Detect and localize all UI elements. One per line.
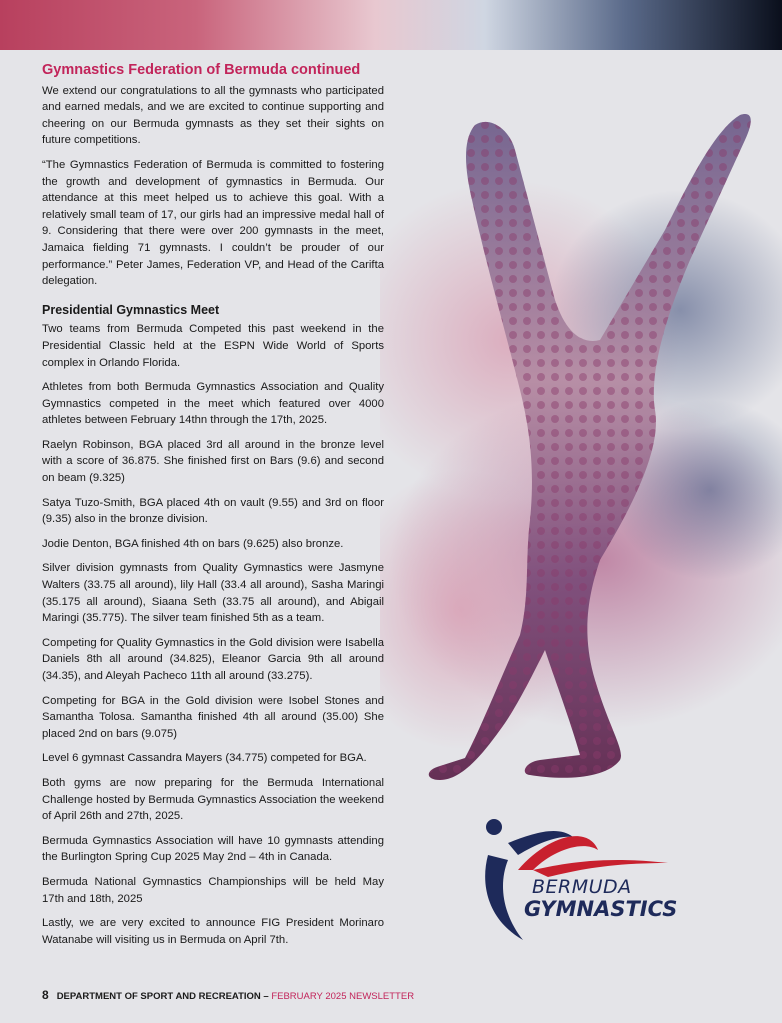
article-column: [42, 62, 384, 956]
footer-department: DEPARTMENT OF SPORT AND RECREATION: [56, 991, 261, 1002]
meet-paragraph: Lastly, we are very excited to announce FIG President Morinaro Watanabe will visiting us in Bermuda on April 7th.: [42, 917, 384, 946]
meet-paragraph: Bermuda National Gymnastics Championships will be held May 17th and 18th, 2025: [42, 875, 384, 905]
meet-paragraph: Bermuda Gymnastics Association will have 10 gymnasts attending the Burlington Spring Cup 2025 May 2nd – 4th in Canada.: [42, 834, 384, 864]
meet-paragraph: Two teams from Bermuda Competed this past weekend in the Presidential Classic held at the ESPN Wide World of Sports complex in Orlando Florida.: [42, 323, 384, 369]
section-heading: Gymnastics Federation of Bermuda continued: [42, 62, 361, 78]
page-footer: [42, 988, 414, 1002]
meet-paragraph: Silver division gymnasts from Quality Gymnastics were Jasmyne Walters (33.75 all around), lily Hall (33.4 all around), Sasha Maringi (35.175 all around), Siaana Seth (33.75 all around), and Abigail Maringi (35.775). The silver team finished 5th as a team.: [42, 562, 384, 625]
gymnast-watercolor-illustration: [380, 90, 782, 810]
footer-separator: –: [260, 991, 272, 1002]
footer-newsletter: FEBRUARY 2025 NEWSLETTER: [271, 991, 415, 1002]
page-number: 8: [42, 988, 49, 1002]
subsection-heading: Presidential Gymnastics Meet: [42, 302, 220, 317]
quote-paragraph: “The Gymnastics Federation of Bermuda is committed to fostering the growth and development of gymnastics in Bermuda. Our attendance at this meet helped us to achieve this goal. With a relatively small team of 17, our girls had an impressive medal hall of 9. Considering that there were over 200 gymnasts in the meet, Jamaica fielding 71 gymnasts. I couldn’t be prouder of our performance.” Peter James, Federation VP, and Head of the Carifta delegation.: [42, 158, 384, 288]
meet-paragraph: Satya Tuzo-Smith, BGA placed 4th on vault (9.55) and 3rd on floor (9.35) also in the bronze division.: [42, 496, 384, 526]
meet-paragraph: Competing for Quality Gymnastics in the Gold division were Isabella Daniels 8th all around (34.825), Eleanor Garcia 9th all around (34.35), and Aleyah Pacheco 11th all around (33.275).: [42, 636, 384, 682]
meet-paragraph: Raelyn Robinson, BGA placed 3rd all around in the bronze level with a score of 36.875. She finished first on Bars (9.6) and second on beam (9.325): [42, 438, 384, 485]
meet-paragraph: Athletes from both Bermuda Gymnastics Association and Quality Gymnastics competed in the meet which featured over 4000 athletes between February 14thn through the 17th, 2025.: [42, 381, 384, 427]
meet-paragraph: Jodie Denton, BGA finished 4th on bars (9.625) also bronze.: [42, 537, 344, 550]
meet-paragraph: Competing for BGA in the Gold division were Isobel Stones and Samantha Tolosa. Samantha finished 4th all around (35.00) She placed 2nd on bars (9.075): [42, 694, 384, 740]
meet-paragraph: Level 6 gymnast Cassandra Mayers (34.775) competed for BGA.: [42, 752, 367, 765]
header-gradient-bar: [0, 0, 782, 50]
meet-paragraph: Both gyms are now preparing for the Bermuda International Challenge hosted by Bermuda Gymnastics Association the weekend of April 26th and 27th, 2025.: [42, 776, 384, 823]
intro-paragraph-1: We extend our congratulations to all the gymnasts who participated and earned medals, and we are excited to continue supporting and cheering on our Bermuda gymnasts as they set their sights on future competitions.: [42, 84, 384, 147]
logo-text-bermuda: BERMUDA: [532, 876, 632, 898]
logo-text-gymnastics: GYMNASTICS: [524, 897, 678, 921]
